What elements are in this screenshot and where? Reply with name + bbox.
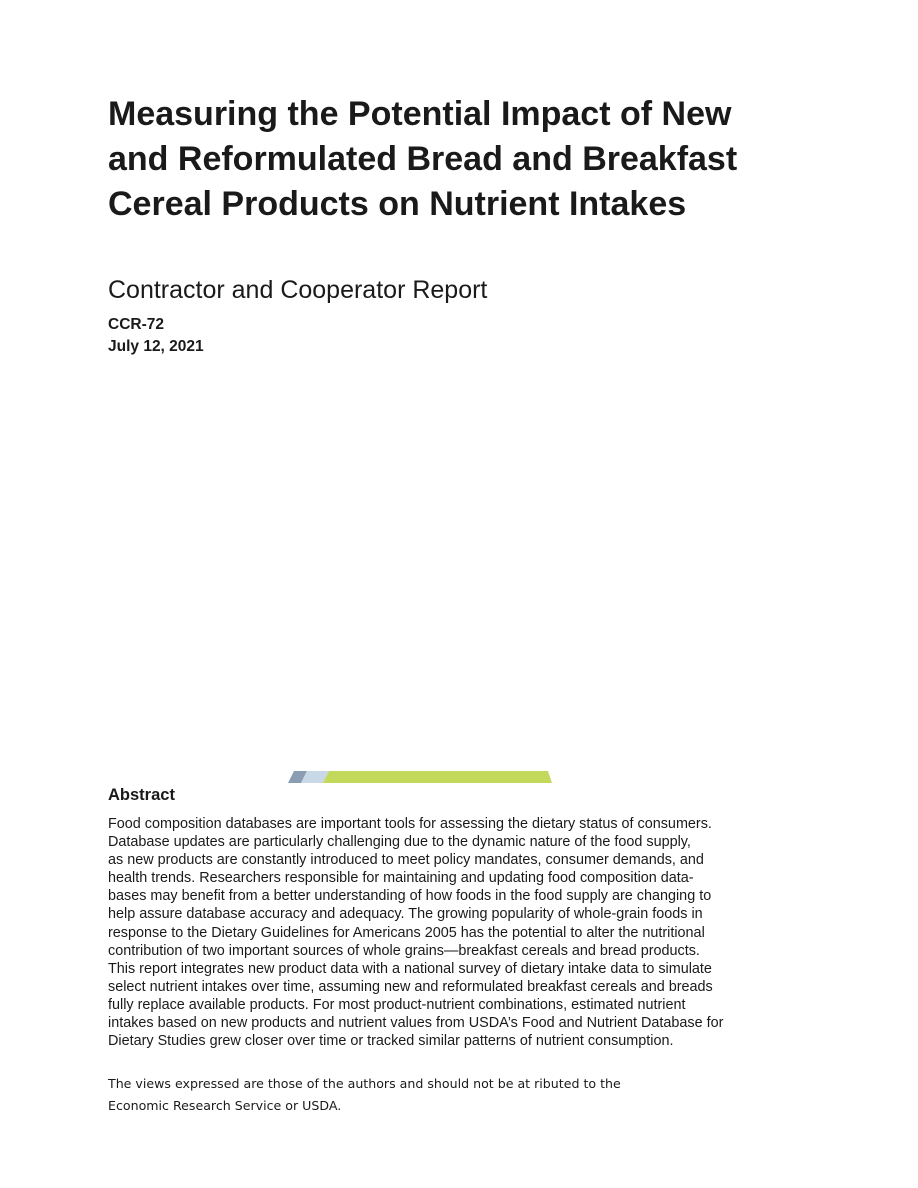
- abstract-line: as new products are constantly introduced to meet policy mandates, consumer demands, and: [108, 852, 704, 869]
- abstract-line: health trends. Researchers responsible for maintaining and updating food composition data-: [108, 870, 694, 887]
- report-series: Contractor and Cooperator Report: [108, 276, 488, 304]
- title-line: and Reformulated Bread and Breakfast: [108, 140, 738, 178]
- title-line: Measuring the Potential Impact of New: [108, 95, 732, 133]
- disclaimer-line: Economic Research Service or USDA.: [108, 1098, 342, 1113]
- abstract-line: bases may benefit from a better understanding of how foods in the food supply are changing to: [108, 888, 712, 905]
- abstract-line: This report integrates new product data with a national survey of dietary intake data to simulate: [108, 960, 712, 977]
- abstract-heading: Abstract: [108, 786, 175, 804]
- decorative-color-stripe: [288, 771, 552, 783]
- report-date: July 12, 2021: [108, 338, 204, 355]
- abstract-line: response to the Dietary Guidelines for Americans 2005 has the potential to alter the nutritional: [108, 924, 705, 941]
- abstract-line: Food composition databases are important tools for assessing the dietary status of consumers.: [108, 816, 712, 832]
- abstract-line: Database updates are particularly challenging due to the dynamic nature of the food supply,: [108, 834, 691, 851]
- abstract-line: Dietary Studies grew closer over time or tracked similar patterns of nutrient consumption.: [108, 1033, 674, 1050]
- abstract-line: fully replace available products. For most product-nutrient combinations, estimated nutrient: [108, 996, 686, 1013]
- disclaimer-line: The views expressed are those of the authors and should not be at ributed to the: [108, 1076, 621, 1091]
- abstract-line: intakes based on new products and nutrient values from USDA’s Food and Nutrient Database for: [108, 1015, 724, 1032]
- title-line: Cereal Products on Nutrient Intakes: [108, 185, 687, 223]
- abstract-body: [108, 815, 818, 1050]
- abstract-line: contribution of two important sources of whole grains—breakfast cereals and bread products.: [108, 942, 700, 959]
- report-title: [108, 92, 828, 227]
- abstract-line: help assure database accuracy and adequacy. The growing popularity of whole-grain foods in: [108, 906, 703, 923]
- abstract-line: select nutrient intakes over time, assuming new and reformulated breakfast cereals and breads: [108, 978, 713, 995]
- stripe-segment-green: [323, 771, 552, 783]
- report-code: CCR-72: [108, 316, 164, 333]
- disclaimer: [108, 1073, 708, 1117]
